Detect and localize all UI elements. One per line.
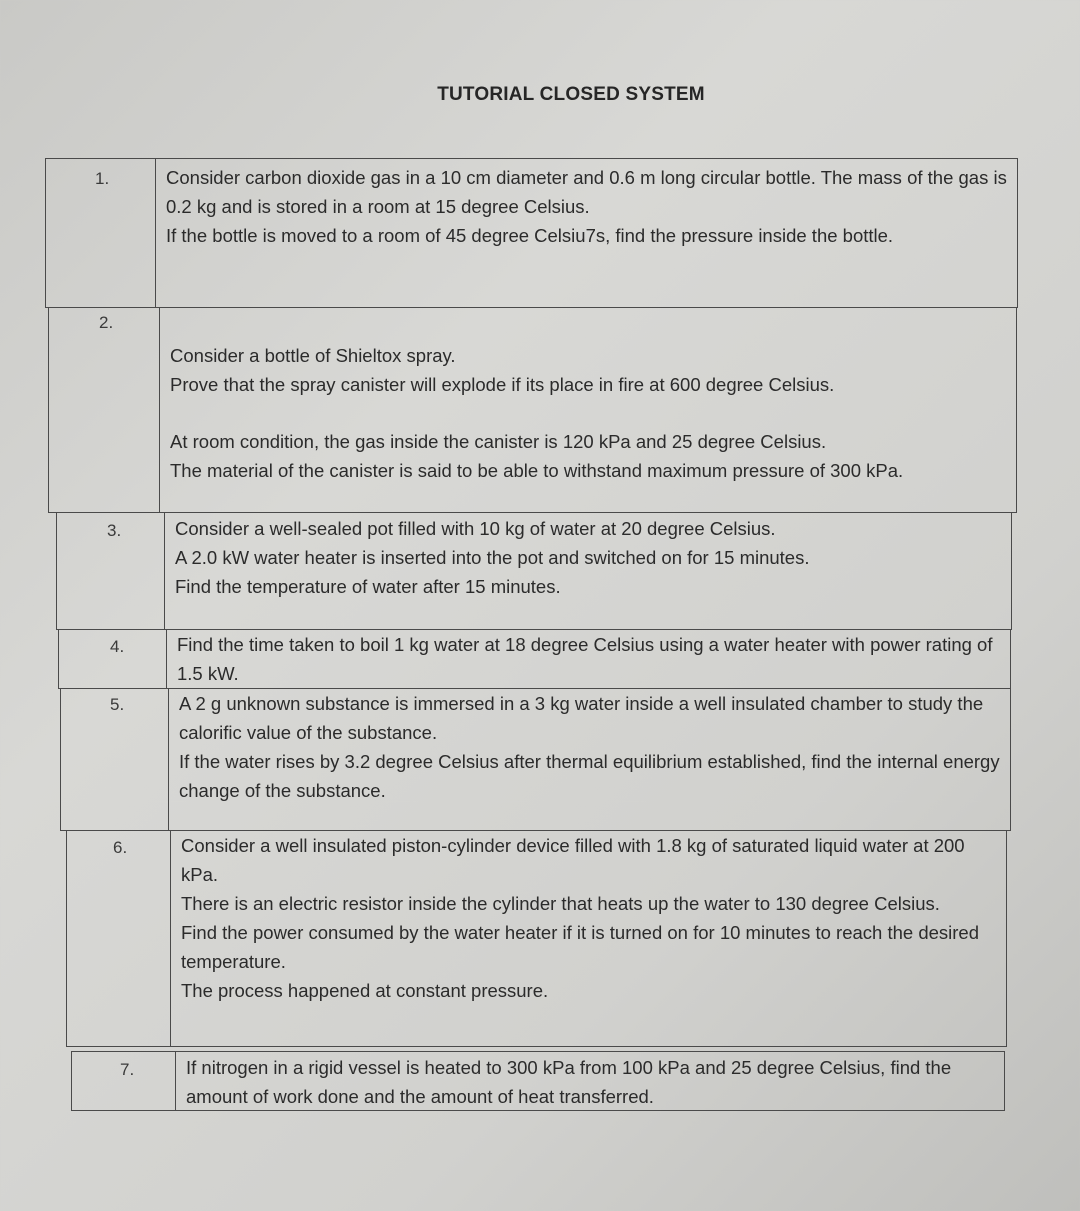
question-text — [166, 630, 1010, 688]
question-number: 4. — [110, 637, 125, 656]
question-line: Consider a well insulated piston-cylinder device filled with 1.8 kg of saturated liquid water at 200 kPa. — [181, 835, 965, 885]
question-row-6 — [66, 830, 1007, 1047]
question-number: 3. — [107, 521, 122, 540]
question-line: A 2.0 kW water heater is inserted into the pot and switched on for 15 minutes. — [175, 547, 810, 568]
question-line: There is an electric resistor inside the cylinder that heats up the water to 130 degree Celsius. — [181, 893, 940, 914]
question-text — [164, 513, 1011, 629]
question-line: If nitrogen in a rigid vessel is heated to 300 kPa from 100 kPa and 25 degree Celsius, find the amount of work done and the amount of heat transferred. — [186, 1057, 952, 1107]
question-line: Consider a bottle of Shieltox spray. — [170, 345, 456, 366]
question-text — [168, 689, 1010, 830]
question-text — [170, 831, 1006, 1046]
question-row-5 — [60, 688, 1011, 831]
question-text — [175, 1052, 1004, 1110]
question-number: 2. — [99, 313, 114, 332]
question-number: 5. — [110, 695, 125, 714]
question-line: If the water rises by 3.2 degree Celsius after thermal equilibrium established, find the internal energy change of the substance. — [179, 751, 1000, 801]
page-title: TUTORIAL CLOSED SYSTEM — [437, 84, 705, 105]
question-number: 1. — [95, 169, 110, 188]
question-row-4 — [58, 629, 1011, 689]
question-line: The process happened at constant pressure. — [181, 980, 549, 1001]
question-line: Find the time taken to boil 1 kg water at 18 degree Celsius using a water heater with power rating of 1.5 kW. — [177, 634, 993, 684]
question-line: Consider carbon dioxide gas in a 10 cm diameter and 0.6 m long circular bottle. The mass of the gas is 0.2 kg and is stored in a room at 15 degree Celsius. — [166, 167, 1007, 217]
question-row-2 — [48, 307, 1017, 513]
question-text — [159, 308, 1016, 512]
question-line: If the bottle is moved to a room of 45 degree Celsiu7s, find the pressure inside the bottle. — [166, 225, 894, 246]
question-line: The material of the canister is said to be able to withstand maximum pressure of 300 kPa. — [170, 460, 904, 481]
question-line: Consider a well-sealed pot filled with 10 kg of water at 20 degree Celsius. — [175, 518, 776, 539]
question-number: 6. — [113, 838, 128, 857]
question-row-3 — [56, 512, 1012, 630]
question-number: 7. — [120, 1060, 135, 1079]
question-line: Prove that the spray canister will explode if its place in fire at 600 degree Celsius. — [170, 374, 835, 395]
question-row-7 — [71, 1051, 1005, 1111]
question-line: A 2 g unknown substance is immersed in a 3 kg water inside a well insulated chamber to study the calorific value of the substance. — [179, 693, 984, 743]
question-text — [155, 159, 1017, 307]
question-row-1 — [45, 158, 1018, 308]
question-line: At room condition, the gas inside the canister is 120 kPa and 25 degree Celsius. — [170, 431, 827, 452]
question-line: Find the temperature of water after 15 minutes. — [175, 576, 561, 597]
question-line: Find the power consumed by the water heater if it is turned on for 10 minutes to reach the desired temperature. — [181, 922, 979, 972]
